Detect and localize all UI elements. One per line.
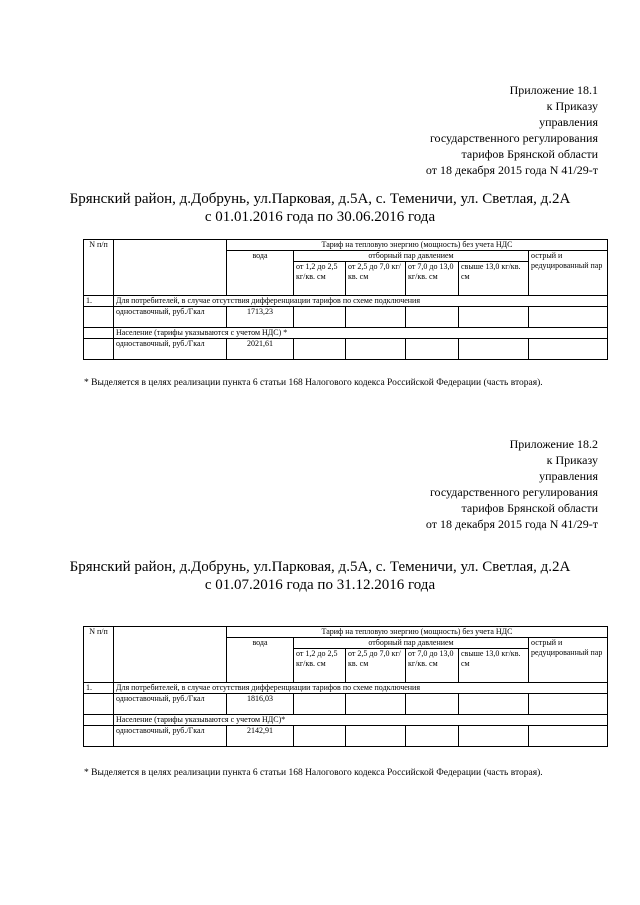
col-header-sharp-steam: острый и редуцированный пар [529,638,608,683]
col-header-pressure-4: свыше 13,0 кг/кв. см [459,262,529,296]
cell-water-value: 2021,61 [227,339,294,360]
col-header-number: N п/п [84,240,114,296]
cell-water-value: 1713,23 [227,307,294,328]
appendix-line: государственного регулирования [429,131,598,145]
col-header-pressure-2: от 2,5 до 7,0 кг/кв. см [346,262,406,296]
cell-empty [459,726,529,747]
cell-empty [84,307,114,328]
appendix-line: управления [539,115,598,129]
col-header-steam: отборный пар давлением [294,251,529,262]
col-header-steam: отборный пар давлением [294,638,529,649]
cell-empty [406,307,459,328]
cell-empty [529,694,608,715]
row-label: одноставочный, руб./Гкал [114,339,227,360]
appendix-line: управления [539,469,598,483]
cell-empty [84,339,114,360]
cell-empty [294,339,346,360]
col-header-pressure-1: от 1,2 до 2,5 кг/кв. см [294,262,346,296]
row-category: Для потребителей, в случае отсутствия дифференциации тарифов по схеме подключения [114,296,608,307]
cell-empty [406,726,459,747]
cell-empty [529,726,608,747]
appendix-title: Приложение 18.2 [509,437,598,451]
col-header-pressure-3: от 7,0 до 13,0 кг/кв. см [406,262,459,296]
col-header-number: N п/п [84,627,114,683]
cell-empty [346,339,406,360]
appendix-date: от 18 декабря 2015 года N 41/29-т [425,163,598,177]
cell-empty [84,328,114,339]
row-number: 1. [84,683,114,694]
row-label: одноставочный, руб./Гкал [114,307,227,328]
cell-empty [294,694,346,715]
heading-address: Брянский район, д.Добрунь, ул.Парковая, д.5А, с. Теменичи, ул. Светлая, д.2А [69,559,571,575]
col-header-sharp-steam: острый и редуцированный пар [529,251,608,296]
row-category: Население (тарифы указываются с учетом НДС) * [114,328,608,339]
cell-empty [406,694,459,715]
row-category: Для потребителей, в случае отсутствия дифференциации тарифов по схеме подключения [114,683,608,694]
col-header-empty [114,240,227,296]
footnote-2: * Выделяется в целях реализации пункта 6 статьи 168 Налогового кодекса Российской Федерации (часть вторая). [84,768,543,778]
cell-water-value: 2142,91 [227,726,294,747]
table-row [84,328,608,339]
appendix-line: тарифов Брянской области [461,501,598,515]
heading-period: с 01.01.2016 года по 30.06.2016 года [204,209,436,225]
appendix-line: государственного регулирования [429,485,598,499]
appendix-date: от 18 декабря 2015 года N 41/29-т [425,517,598,531]
tariff-table-1 [83,239,608,360]
tariff-table-2 [83,626,608,747]
cell-empty [459,694,529,715]
heading-address: Брянский район, д.Добрунь, ул.Парковая, д.5А, с. Теменичи, ул. Светлая, д.2А [69,191,571,207]
row-category: Население (тарифы указываются с учетом НДС)* [114,715,608,726]
cell-empty [529,307,608,328]
footnote-1: * Выделяется в целях реализации пункта 6 статьи 168 Налогового кодекса Российской Федерации (часть вторая). [84,378,543,388]
appendix-block-2 [426,436,598,532]
cell-empty [529,339,608,360]
appendix-line: тарифов Брянской области [461,147,598,161]
cell-empty [459,307,529,328]
row-label: одноставочный, руб./Гкал [114,726,227,747]
document-heading-1 [0,190,640,226]
cell-empty [346,726,406,747]
cell-empty [459,339,529,360]
appendix-line: к Приказу [546,99,598,113]
appendix-title: Приложение 18.1 [509,83,598,97]
cell-empty [346,307,406,328]
col-header-water: вода [227,251,294,296]
col-header-tariff: Тариф на тепловую энергию (мощность) без учета НДС [227,627,608,638]
cell-water-value: 1816,03 [227,694,294,715]
document-heading-2 [0,558,640,594]
cell-empty [346,694,406,715]
appendix-line: к Приказу [546,453,598,467]
table-row [84,296,608,307]
cell-empty [84,715,114,726]
col-header-water: вода [227,638,294,683]
col-header-pressure-4: свыше 13,0 кг/кв. см [459,649,529,683]
cell-empty [84,726,114,747]
col-header-empty [114,627,227,683]
cell-empty [406,339,459,360]
table-row [84,715,608,726]
appendix-block-1 [426,82,598,178]
cell-empty [294,307,346,328]
cell-empty [294,726,346,747]
cell-empty [84,694,114,715]
col-header-tariff: Тариф на тепловую энергию (мощность) без учета НДС [227,240,608,251]
col-header-pressure-2: от 2,5 до 7,0 кг/кв. см [346,649,406,683]
row-label: одноставочный, руб./Гкал [114,694,227,715]
col-header-pressure-3: от 7,0 до 13,0 кг/кв. см [406,649,459,683]
table-row [84,339,608,360]
table-row [84,694,608,715]
table-row [84,683,608,694]
table-row [84,726,608,747]
heading-period: с 01.07.2016 года по 31.12.2016 года [204,577,436,593]
table-row [84,307,608,328]
row-number: 1. [84,296,114,307]
col-header-pressure-1: от 1,2 до 2,5 кг/кв. см [294,649,346,683]
